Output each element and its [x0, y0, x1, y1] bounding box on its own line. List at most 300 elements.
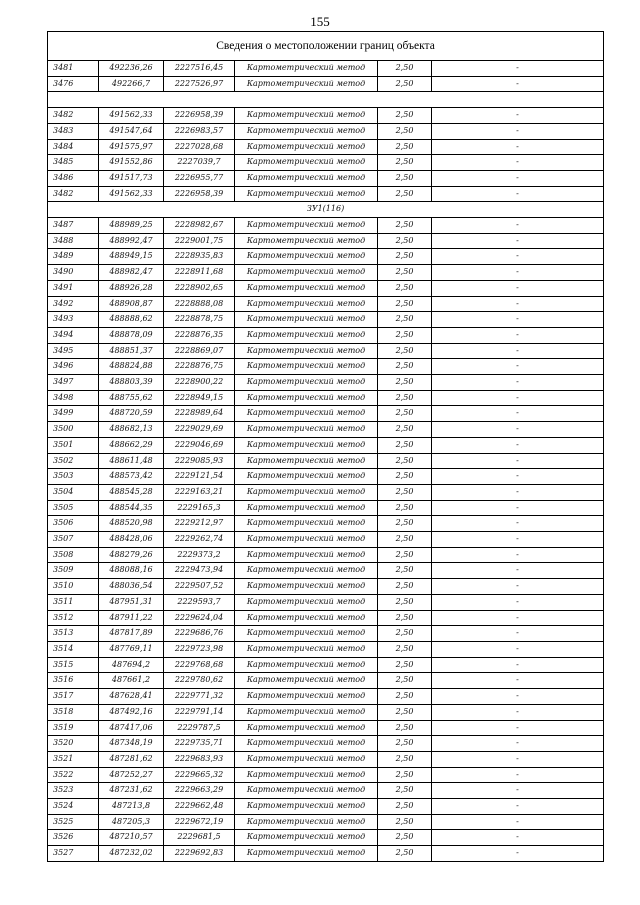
coordinate-x: 487769,11 [99, 642, 164, 658]
precision-value: 2,50 [378, 422, 432, 438]
table-row [48, 390, 604, 406]
determination-method: Картометрический метод [235, 155, 378, 171]
point-number: 3522 [48, 767, 99, 783]
coordinate-y: 2227516,45 [164, 61, 235, 77]
precision-value: 2,50 [378, 265, 432, 281]
coordinate-x: 487628,41 [99, 689, 164, 705]
coordinate-y: 2229001,75 [164, 233, 235, 249]
coordinate-y: 2228876,35 [164, 327, 235, 343]
description-dash: - [432, 610, 604, 626]
determination-method: Картометрический метод [235, 547, 378, 563]
coordinate-x: 488926,28 [99, 280, 164, 296]
coordinate-x: 488824,88 [99, 359, 164, 375]
coordinate-y: 2229085,93 [164, 453, 235, 469]
point-number: 3510 [48, 579, 99, 595]
description-dash: - [432, 767, 604, 783]
point-number: 3489 [48, 249, 99, 265]
point-number: 3523 [48, 783, 99, 799]
determination-method: Картометрический метод [235, 516, 378, 532]
precision-value: 2,50 [378, 626, 432, 642]
description-dash: - [432, 484, 604, 500]
table-row [48, 830, 604, 846]
point-number: 3505 [48, 500, 99, 516]
determination-method: Картометрический метод [235, 437, 378, 453]
precision-value: 2,50 [378, 61, 432, 77]
coordinate-x: 491552,86 [99, 155, 164, 171]
table-row [48, 594, 604, 610]
coordinate-y: 2227526,97 [164, 76, 235, 92]
precision-value: 2,50 [378, 846, 432, 862]
table-row [48, 422, 604, 438]
table-row [48, 547, 604, 563]
point-number: 3481 [48, 61, 99, 77]
description-dash: - [432, 642, 604, 658]
description-dash: - [432, 704, 604, 720]
coordinate-x: 488755,62 [99, 390, 164, 406]
table-row [48, 767, 604, 783]
coordinate-y: 2229663,29 [164, 783, 235, 799]
determination-method: Картометрический метод [235, 186, 378, 202]
table-row [48, 720, 604, 736]
table-row [48, 579, 604, 595]
point-number: 3520 [48, 736, 99, 752]
point-number: 3509 [48, 563, 99, 579]
table-row [48, 233, 604, 249]
table-row [48, 689, 604, 705]
point-number: 3494 [48, 327, 99, 343]
determination-method: Картометрический метод [235, 123, 378, 139]
determination-method: Картометрический метод [235, 312, 378, 328]
determination-method: Картометрический метод [235, 108, 378, 124]
description-dash: - [432, 469, 604, 485]
coordinate-x: 488908,87 [99, 296, 164, 312]
table-row [48, 484, 604, 500]
table-row [48, 799, 604, 815]
description-dash: - [432, 406, 604, 422]
determination-method: Картометрический метод [235, 390, 378, 406]
coordinate-x: 487911,22 [99, 610, 164, 626]
coordinate-y: 2228900,22 [164, 375, 235, 391]
point-number: 3517 [48, 689, 99, 705]
point-number: 3506 [48, 516, 99, 532]
table-row [48, 249, 604, 265]
description-dash: - [432, 296, 604, 312]
table-row [48, 123, 604, 139]
coordinate-y: 2228876,75 [164, 359, 235, 375]
coordinate-x: 488803,39 [99, 375, 164, 391]
coordinate-y: 2226958,39 [164, 186, 235, 202]
point-number: 3503 [48, 469, 99, 485]
determination-method: Картометрический метод [235, 689, 378, 705]
coordinate-y: 2228902,65 [164, 280, 235, 296]
table-row [48, 343, 604, 359]
coordinate-y: 2228935,83 [164, 249, 235, 265]
table-row [48, 626, 604, 642]
point-number: 3485 [48, 155, 99, 171]
precision-value: 2,50 [378, 642, 432, 658]
description-dash: - [432, 108, 604, 124]
determination-method: Картометрический метод [235, 657, 378, 673]
point-number: 3521 [48, 751, 99, 767]
coordinate-x: 487348,19 [99, 736, 164, 752]
description-dash: - [432, 516, 604, 532]
precision-value: 2,50 [378, 249, 432, 265]
coordinate-x: 487213,8 [99, 799, 164, 815]
precision-value: 2,50 [378, 327, 432, 343]
coordinate-x: 488088,16 [99, 563, 164, 579]
precision-value: 2,50 [378, 516, 432, 532]
coordinate-x: 488520,98 [99, 516, 164, 532]
description-dash: - [432, 249, 604, 265]
table-row [48, 657, 604, 673]
blank-separator [48, 92, 604, 108]
table-row [48, 108, 604, 124]
description-dash: - [432, 736, 604, 752]
precision-value: 2,50 [378, 799, 432, 815]
point-number: 3511 [48, 594, 99, 610]
description-dash: - [432, 123, 604, 139]
coordinate-x: 491562,33 [99, 186, 164, 202]
table-row [48, 532, 604, 548]
coordinate-y: 2229771,32 [164, 689, 235, 705]
determination-method: Картометрический метод [235, 563, 378, 579]
table-row [48, 437, 604, 453]
description-dash: - [432, 799, 604, 815]
table-row [48, 814, 604, 830]
precision-value: 2,50 [378, 390, 432, 406]
determination-method: Картометрический метод [235, 532, 378, 548]
description-dash: - [432, 626, 604, 642]
coordinate-y: 2229046,69 [164, 437, 235, 453]
description-dash: - [432, 327, 604, 343]
description-dash: - [432, 579, 604, 595]
precision-value: 2,50 [378, 123, 432, 139]
description-dash: - [432, 532, 604, 548]
description-dash: - [432, 783, 604, 799]
determination-method: Картометрический метод [235, 375, 378, 391]
precision-value: 2,50 [378, 76, 432, 92]
precision-value: 2,50 [378, 218, 432, 234]
description-dash: - [432, 673, 604, 689]
precision-value: 2,50 [378, 233, 432, 249]
coordinate-x: 491517,73 [99, 170, 164, 186]
coordinate-x: 487951,31 [99, 594, 164, 610]
table-row [48, 312, 604, 328]
coordinate-y: 2229791,14 [164, 704, 235, 720]
determination-method: Картометрический метод [235, 469, 378, 485]
coordinate-y: 2229723,98 [164, 642, 235, 658]
table-row [48, 516, 604, 532]
coordinate-y: 2226955,77 [164, 170, 235, 186]
precision-value: 2,50 [378, 500, 432, 516]
coordinate-y: 2228869,07 [164, 343, 235, 359]
coordinate-x: 488720,59 [99, 406, 164, 422]
precision-value: 2,50 [378, 186, 432, 202]
coordinate-y: 2229373,2 [164, 547, 235, 563]
coordinate-y: 2229163,21 [164, 484, 235, 500]
point-number: 3476 [48, 76, 99, 92]
determination-method: Картометрический метод [235, 61, 378, 77]
coordinate-x: 488949,15 [99, 249, 164, 265]
section-label: ЗУ1(116) [48, 202, 604, 218]
table-row [48, 610, 604, 626]
description-dash: - [432, 218, 604, 234]
point-number: 3507 [48, 532, 99, 548]
point-number: 3486 [48, 170, 99, 186]
coordinate-y: 2228911,68 [164, 265, 235, 281]
determination-method: Картометрический метод [235, 751, 378, 767]
coordinate-x: 488279,26 [99, 547, 164, 563]
coordinate-y: 2229735,71 [164, 736, 235, 752]
determination-method: Картометрический метод [235, 594, 378, 610]
point-number: 3498 [48, 390, 99, 406]
description-dash: - [432, 61, 604, 77]
precision-value: 2,50 [378, 704, 432, 720]
precision-value: 2,50 [378, 532, 432, 548]
determination-method: Картометрический метод [235, 170, 378, 186]
table-row [48, 186, 604, 202]
description-dash: - [432, 657, 604, 673]
point-number: 3516 [48, 673, 99, 689]
point-number: 3496 [48, 359, 99, 375]
table-row [48, 218, 604, 234]
precision-value: 2,50 [378, 469, 432, 485]
coordinate-y: 2229624,04 [164, 610, 235, 626]
coordinate-x: 488662,29 [99, 437, 164, 453]
table-row [48, 155, 604, 171]
table-row [48, 76, 604, 92]
point-number: 3519 [48, 720, 99, 736]
description-dash: - [432, 139, 604, 155]
determination-method: Картометрический метод [235, 673, 378, 689]
table-row [48, 783, 604, 799]
coordinate-y: 2229121,54 [164, 469, 235, 485]
coordinate-y: 2228982,67 [164, 218, 235, 234]
precision-value: 2,50 [378, 767, 432, 783]
description-dash: - [432, 170, 604, 186]
coordinate-x: 487817,89 [99, 626, 164, 642]
coordinate-y: 2229683,93 [164, 751, 235, 767]
precision-value: 2,50 [378, 343, 432, 359]
determination-method: Картометрический метод [235, 359, 378, 375]
coordinate-x: 487694,2 [99, 657, 164, 673]
coordinate-y: 2229165,3 [164, 500, 235, 516]
precision-value: 2,50 [378, 657, 432, 673]
precision-value: 2,50 [378, 312, 432, 328]
description-dash: - [432, 76, 604, 92]
precision-value: 2,50 [378, 689, 432, 705]
description-dash: - [432, 814, 604, 830]
coordinate-y: 2227039,7 [164, 155, 235, 171]
table-row [48, 170, 604, 186]
determination-method: Картометрический метод [235, 767, 378, 783]
determination-method: Картометрический метод [235, 846, 378, 862]
determination-method: Картометрический метод [235, 610, 378, 626]
coordinate-y: 2228989,64 [164, 406, 235, 422]
determination-method: Картометрический метод [235, 422, 378, 438]
coordinate-y: 2229686,76 [164, 626, 235, 642]
precision-value: 2,50 [378, 375, 432, 391]
coordinate-y: 2229672,19 [164, 814, 235, 830]
precision-value: 2,50 [378, 830, 432, 846]
determination-method: Картометрический метод [235, 406, 378, 422]
coordinate-y: 2226958,39 [164, 108, 235, 124]
coordinate-x: 491547,64 [99, 123, 164, 139]
description-dash: - [432, 343, 604, 359]
precision-value: 2,50 [378, 579, 432, 595]
coordinate-y: 2227028,68 [164, 139, 235, 155]
description-dash: - [432, 500, 604, 516]
coordinate-x: 487231,62 [99, 783, 164, 799]
point-number: 3518 [48, 704, 99, 720]
precision-value: 2,50 [378, 563, 432, 579]
table-row [48, 61, 604, 77]
point-number: 3508 [48, 547, 99, 563]
table-row [48, 673, 604, 689]
point-number: 3499 [48, 406, 99, 422]
description-dash: - [432, 422, 604, 438]
precision-value: 2,50 [378, 484, 432, 500]
table-row [48, 469, 604, 485]
point-number: 3483 [48, 123, 99, 139]
determination-method: Картометрический метод [235, 720, 378, 736]
coordinate-y: 2229768,68 [164, 657, 235, 673]
coordinate-y: 2229787,5 [164, 720, 235, 736]
description-dash: - [432, 720, 604, 736]
coordinate-x: 491575,97 [99, 139, 164, 155]
coordinate-x: 488989,25 [99, 218, 164, 234]
determination-method: Картометрический метод [235, 76, 378, 92]
point-number: 3524 [48, 799, 99, 815]
coordinate-x: 488682,13 [99, 422, 164, 438]
description-dash: - [432, 233, 604, 249]
point-number: 3497 [48, 375, 99, 391]
determination-method: Картометрический метод [235, 327, 378, 343]
table-row [48, 704, 604, 720]
determination-method: Картометрический метод [235, 233, 378, 249]
coordinate-x: 487252,27 [99, 767, 164, 783]
point-number: 3526 [48, 830, 99, 846]
table-row [48, 296, 604, 312]
coordinate-x: 491562,33 [99, 108, 164, 124]
table-row [48, 751, 604, 767]
description-dash: - [432, 375, 604, 391]
coordinate-x: 488036,54 [99, 579, 164, 595]
determination-method: Картометрический метод [235, 704, 378, 720]
table-row [48, 500, 604, 516]
table-header-row [48, 32, 604, 61]
determination-method: Картометрический метод [235, 642, 378, 658]
description-dash: - [432, 846, 604, 862]
coordinate-y: 2229681,5 [164, 830, 235, 846]
determination-method: Картометрический метод [235, 500, 378, 516]
description-dash: - [432, 453, 604, 469]
coordinate-y: 2229665,32 [164, 767, 235, 783]
precision-value: 2,50 [378, 610, 432, 626]
precision-value: 2,50 [378, 359, 432, 375]
point-number: 3525 [48, 814, 99, 830]
determination-method: Картометрический метод [235, 830, 378, 846]
determination-method: Картометрический метод [235, 296, 378, 312]
description-dash: - [432, 594, 604, 610]
coordinate-x: 492266,7 [99, 76, 164, 92]
precision-value: 2,50 [378, 437, 432, 453]
description-dash: - [432, 689, 604, 705]
coordinate-x: 488888,62 [99, 312, 164, 328]
table-row [48, 736, 604, 752]
determination-method: Картометрический метод [235, 783, 378, 799]
determination-method: Картометрический метод [235, 799, 378, 815]
precision-value: 2,50 [378, 139, 432, 155]
determination-method: Картометрический метод [235, 814, 378, 830]
precision-value: 2,50 [378, 170, 432, 186]
point-number: 3482 [48, 108, 99, 124]
coordinate-y: 2228949,15 [164, 390, 235, 406]
point-number: 3513 [48, 626, 99, 642]
table-row [48, 563, 604, 579]
coordinate-y: 2229029,69 [164, 422, 235, 438]
determination-method: Картометрический метод [235, 249, 378, 265]
description-dash: - [432, 830, 604, 846]
point-number: 3527 [48, 846, 99, 862]
description-dash: - [432, 155, 604, 171]
description-dash: - [432, 390, 604, 406]
precision-value: 2,50 [378, 783, 432, 799]
coordinate-y: 2226983,57 [164, 123, 235, 139]
coordinate-x: 488992,47 [99, 233, 164, 249]
determination-method: Картометрический метод [235, 484, 378, 500]
coordinate-y: 2229262,74 [164, 532, 235, 548]
point-number: 3504 [48, 484, 99, 500]
coordinate-x: 487661,2 [99, 673, 164, 689]
description-dash: - [432, 280, 604, 296]
determination-method: Картометрический метод [235, 579, 378, 595]
precision-value: 2,50 [378, 720, 432, 736]
precision-value: 2,50 [378, 108, 432, 124]
point-number: 3512 [48, 610, 99, 626]
point-number: 3487 [48, 218, 99, 234]
precision-value: 2,50 [378, 814, 432, 830]
coordinate-x: 487492,16 [99, 704, 164, 720]
precision-value: 2,50 [378, 736, 432, 752]
precision-value: 2,50 [378, 406, 432, 422]
boundary-coordinates-table [47, 31, 604, 862]
table-title: Сведения о местоположении границ объекта [48, 32, 604, 61]
point-number: 3495 [48, 343, 99, 359]
description-dash: - [432, 437, 604, 453]
coordinate-y: 2229662,48 [164, 799, 235, 815]
table-row [48, 453, 604, 469]
table-row [48, 642, 604, 658]
determination-method: Картометрический метод [235, 265, 378, 281]
precision-value: 2,50 [378, 594, 432, 610]
coordinate-x: 488982,47 [99, 265, 164, 281]
table-row [48, 846, 604, 862]
point-number: 3515 [48, 657, 99, 673]
point-number: 3502 [48, 453, 99, 469]
determination-method: Картометрический метод [235, 453, 378, 469]
coordinate-y: 2228888,08 [164, 296, 235, 312]
coordinate-y: 2229473,94 [164, 563, 235, 579]
table-row [48, 280, 604, 296]
coordinate-y: 2229593,7 [164, 594, 235, 610]
determination-method: Картометрический метод [235, 218, 378, 234]
point-number: 3488 [48, 233, 99, 249]
table-row [48, 359, 604, 375]
precision-value: 2,50 [378, 155, 432, 171]
coordinate-y: 2229212,97 [164, 516, 235, 532]
precision-value: 2,50 [378, 673, 432, 689]
